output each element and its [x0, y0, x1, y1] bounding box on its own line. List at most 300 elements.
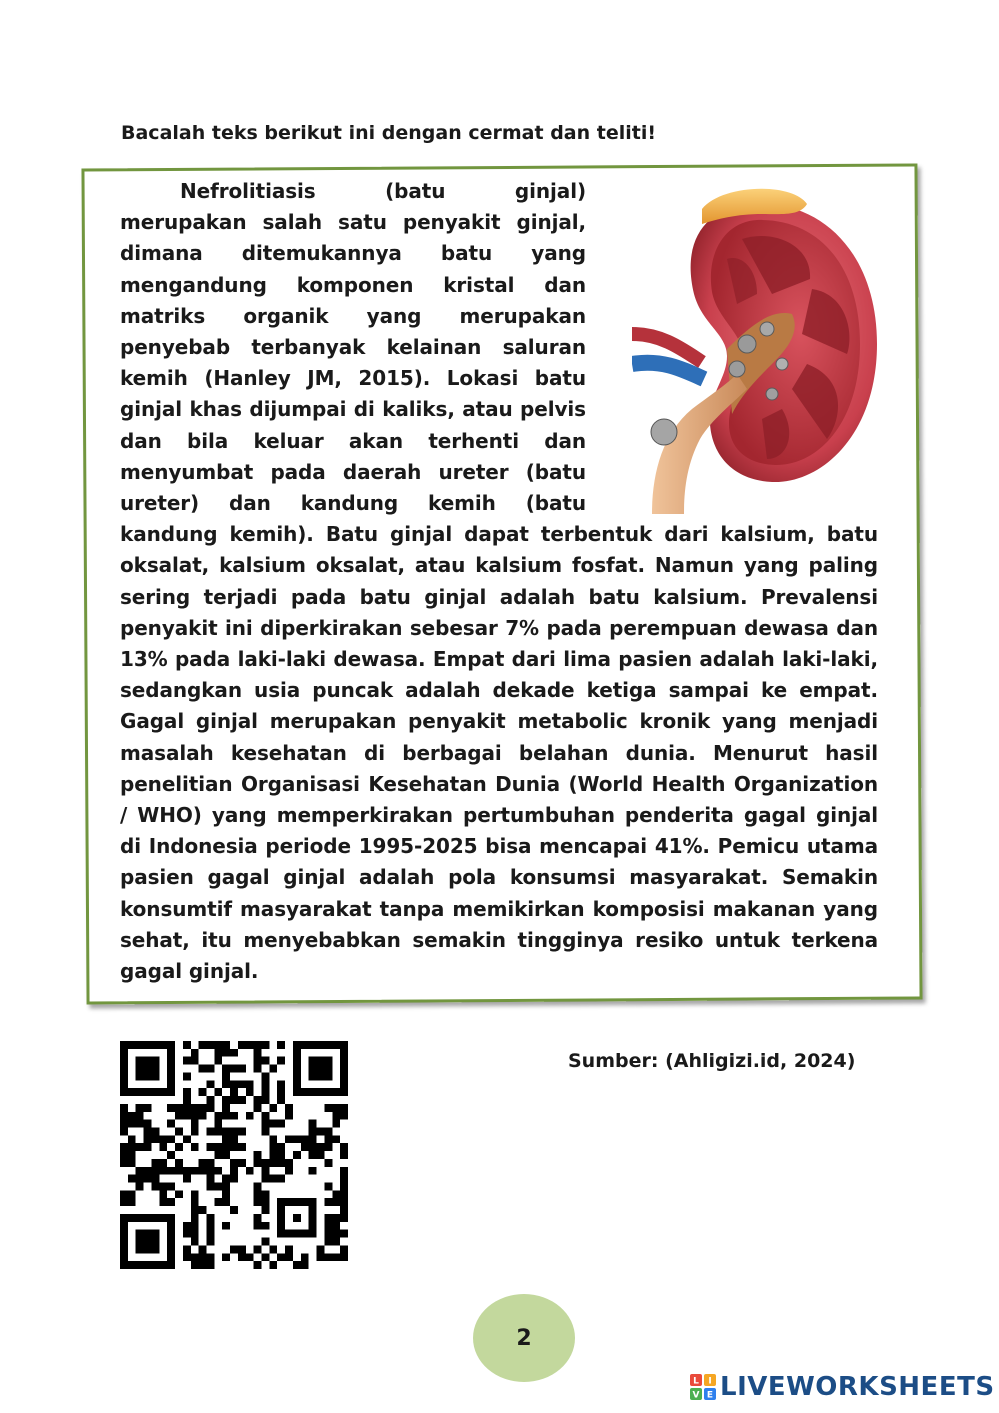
- qr-module: [269, 1261, 277, 1269]
- qr-module: [309, 1143, 317, 1151]
- qr-module: [144, 1120, 152, 1128]
- qr-module: [159, 1198, 167, 1206]
- qr-module: [254, 1245, 262, 1253]
- qr-module: [324, 1127, 332, 1135]
- qr-module: [191, 1120, 199, 1128]
- qr-module: [230, 1143, 238, 1151]
- qr-module: [269, 1135, 277, 1143]
- qr-module: [332, 1112, 340, 1120]
- qr-module: [206, 1096, 214, 1104]
- qr-module: [159, 1183, 167, 1191]
- qr-module: [144, 1104, 152, 1112]
- qr-module: [120, 1151, 128, 1159]
- qr-module: [191, 1127, 199, 1135]
- qr-module: [285, 1253, 293, 1261]
- qr-module: [167, 1120, 175, 1128]
- qr-module: [151, 1167, 159, 1175]
- qr-module: [214, 1143, 222, 1151]
- qr-module: [222, 1135, 230, 1143]
- qr-module: [246, 1080, 254, 1088]
- qr-module: [254, 1261, 262, 1269]
- qr-module: [167, 1135, 175, 1143]
- qr-module: [324, 1253, 332, 1261]
- qr-module: [230, 1206, 238, 1214]
- qr-module: [277, 1159, 285, 1167]
- qr-module: [324, 1135, 332, 1143]
- logo-letter: I: [708, 1376, 712, 1387]
- qr-module: [324, 1198, 332, 1206]
- qr-module: [285, 1245, 293, 1253]
- qr-module: [136, 1183, 144, 1191]
- qr-module: [246, 1088, 254, 1096]
- qr-module: [214, 1183, 222, 1191]
- qr-module: [222, 1041, 230, 1049]
- qr-module: [183, 1135, 191, 1143]
- qr-module: [175, 1159, 183, 1167]
- qr-module: [222, 1080, 230, 1088]
- qr-module: [301, 1135, 309, 1143]
- qr-module: [144, 1167, 152, 1175]
- qr-module: [340, 1104, 348, 1112]
- qr-module: [340, 1183, 348, 1191]
- qr-module: [183, 1175, 191, 1183]
- qr-module: [206, 1104, 214, 1112]
- qr-module: [254, 1222, 262, 1230]
- qr-module: [277, 1041, 285, 1049]
- qr-module: [230, 1135, 238, 1143]
- qr-module: [191, 1112, 199, 1120]
- qr-module: [254, 1159, 262, 1167]
- qr-module: [262, 1057, 270, 1065]
- qr-module: [332, 1214, 340, 1222]
- qr-module: [324, 1159, 332, 1167]
- qr-module: [191, 1190, 199, 1198]
- qr-module: [151, 1183, 159, 1191]
- qr-module: [262, 1222, 270, 1230]
- qr-module: [238, 1041, 246, 1049]
- qr-module: [199, 1041, 207, 1049]
- qr-module: [340, 1206, 348, 1214]
- qr-module: [199, 1088, 207, 1096]
- qr-module: [324, 1214, 332, 1222]
- qr-module: [222, 1198, 230, 1206]
- qr-module: [191, 1143, 199, 1151]
- qr-module: [317, 1151, 325, 1159]
- qr-module: [230, 1096, 238, 1104]
- qr-module: [238, 1253, 246, 1261]
- qr-module: [214, 1088, 222, 1096]
- qr-module: [222, 1151, 230, 1159]
- qr-module: [238, 1245, 246, 1253]
- qr-module: [317, 1143, 325, 1151]
- qr-module: [167, 1104, 175, 1112]
- qr-module: [167, 1198, 175, 1206]
- qr-module: [120, 1104, 128, 1112]
- qr-module: [128, 1112, 136, 1120]
- qr-module: [230, 1080, 238, 1088]
- qr-module: [238, 1096, 246, 1104]
- qr-module: [199, 1245, 207, 1253]
- qr-module: [222, 1222, 230, 1230]
- instruction-text: Bacalah teks berikut ini dengan cermat dan teliti!: [121, 122, 657, 144]
- qr-module: [340, 1175, 348, 1183]
- qr-module: [199, 1104, 207, 1112]
- qr-module: [332, 1253, 340, 1261]
- qr-module: [222, 1096, 230, 1104]
- qr-module: [183, 1096, 191, 1104]
- qr-module: [230, 1065, 238, 1073]
- qr-module: [269, 1120, 277, 1128]
- qr-module: [230, 1049, 238, 1057]
- qr-module: [151, 1127, 159, 1135]
- qr-module: [191, 1214, 199, 1222]
- qr-module: [254, 1041, 262, 1049]
- qr-module: [175, 1190, 183, 1198]
- qr-module: [262, 1096, 270, 1104]
- qr-module: [159, 1143, 167, 1151]
- qr-module: [222, 1049, 230, 1057]
- qr-module: [128, 1151, 136, 1159]
- qr-module: [262, 1206, 270, 1214]
- qr-module: [262, 1238, 270, 1246]
- source-citation: Sumber: (Ahligizi.id, 2024): [568, 1050, 856, 1072]
- qr-module: [262, 1080, 270, 1088]
- qr-module: [309, 1120, 317, 1128]
- qr-module: [269, 1143, 277, 1151]
- qr-module: [332, 1135, 340, 1143]
- liveworksheets-brand: [690, 1372, 995, 1402]
- qr-module: [144, 1127, 152, 1135]
- qr-module: [167, 1151, 175, 1159]
- qr-module: [254, 1214, 262, 1222]
- qr-module: [120, 1198, 128, 1206]
- qr-module: [332, 1222, 340, 1230]
- kidney-illustration: [632, 184, 882, 514]
- qr-module: [175, 1104, 183, 1112]
- qr-module: [120, 1112, 128, 1120]
- qr-module: [262, 1088, 270, 1096]
- qr-module: [285, 1112, 293, 1120]
- qr-module: [183, 1104, 191, 1112]
- qr-module: [277, 1120, 285, 1128]
- qr-module: [159, 1159, 167, 1167]
- qr-module: [340, 1214, 348, 1222]
- qr-module: [206, 1065, 214, 1073]
- qr-module: [246, 1041, 254, 1049]
- qr-module: [222, 1175, 230, 1183]
- qr-module: [309, 1151, 317, 1159]
- qr-module: [128, 1120, 136, 1128]
- qr-module: [136, 1104, 144, 1112]
- qr-module: [214, 1041, 222, 1049]
- qr-module: [191, 1230, 199, 1238]
- qr-module: [183, 1253, 191, 1261]
- qr-module: [199, 1065, 207, 1073]
- qr-module: [262, 1041, 270, 1049]
- qr-module: [332, 1238, 340, 1246]
- qr-module: [254, 1151, 262, 1159]
- qr-module: [277, 1080, 285, 1088]
- qr-module: [151, 1159, 159, 1167]
- qr-module: [183, 1230, 191, 1238]
- qr-module: [340, 1151, 348, 1159]
- qr-module: [277, 1143, 285, 1151]
- qr-module: [206, 1214, 214, 1222]
- qr-module: [144, 1143, 152, 1151]
- qr-module: [191, 1057, 199, 1065]
- qr-module: [191, 1253, 199, 1261]
- qr-module: [332, 1230, 340, 1238]
- qr-module: [214, 1049, 222, 1057]
- qr-module: [262, 1127, 270, 1135]
- qr-module: [183, 1112, 191, 1120]
- qr-module: [238, 1080, 246, 1088]
- qr-module: [183, 1072, 191, 1080]
- qr-module: [277, 1151, 285, 1159]
- qr-module: [324, 1104, 332, 1112]
- qr-module: [324, 1183, 332, 1191]
- qr-module: [151, 1175, 159, 1183]
- qr-module: [191, 1206, 199, 1214]
- qr-module: [175, 1167, 183, 1175]
- qr-module: [206, 1159, 214, 1167]
- qr-module: [340, 1190, 348, 1198]
- qr-module: [159, 1190, 167, 1198]
- qr-module: [175, 1127, 183, 1135]
- qr-module: [277, 1096, 285, 1104]
- qr-module: [230, 1159, 238, 1167]
- qr-module: [222, 1112, 230, 1120]
- qr-module: [183, 1222, 191, 1230]
- qr-module: [214, 1127, 222, 1135]
- qr-module: [136, 1120, 144, 1128]
- qr-module: [206, 1041, 214, 1049]
- qr-module: [285, 1104, 293, 1112]
- qr-module: [199, 1112, 207, 1120]
- liveworksheets-wordmark: LIVEWORKSHEETS: [720, 1372, 995, 1402]
- qr-module: [230, 1175, 238, 1183]
- qr-module: [285, 1167, 293, 1175]
- qr-module: [128, 1159, 136, 1167]
- qr-module: [277, 1057, 285, 1065]
- qr-module: [332, 1198, 340, 1206]
- qr-module: [324, 1238, 332, 1246]
- qr-module: [254, 1198, 262, 1206]
- qr-module: [262, 1198, 270, 1206]
- qr-module: [199, 1159, 207, 1167]
- qr-module: [324, 1143, 332, 1151]
- qr-module: [254, 1057, 262, 1065]
- qr-module: [285, 1159, 293, 1167]
- qr-module: [199, 1253, 207, 1261]
- liveworksheets-logo-icon: [690, 1374, 716, 1400]
- qr-module: [120, 1127, 128, 1135]
- qr-module: [340, 1143, 348, 1151]
- qr-module: [340, 1253, 348, 1261]
- qr-module: [206, 1127, 214, 1135]
- qr-module: [159, 1167, 167, 1175]
- qr-module: [324, 1222, 332, 1230]
- qr-module: [269, 1065, 277, 1073]
- qr-module: [136, 1143, 144, 1151]
- qr-module: [144, 1175, 152, 1183]
- qr-module: [222, 1104, 230, 1112]
- qr-module: [262, 1190, 270, 1198]
- qr-module: [214, 1167, 222, 1175]
- qr-module: [128, 1143, 136, 1151]
- qr-module: [317, 1253, 325, 1261]
- qr-module: [222, 1127, 230, 1135]
- qr-module: [317, 1127, 325, 1135]
- qr-module: [269, 1151, 277, 1159]
- qr-module: [191, 1104, 199, 1112]
- qr-module: [293, 1151, 301, 1159]
- qr-module: [128, 1175, 136, 1183]
- qr-module: [269, 1175, 277, 1183]
- qr-module: [144, 1135, 152, 1143]
- qr-module: [269, 1245, 277, 1253]
- qr-module: [238, 1065, 246, 1073]
- qr-module: [175, 1112, 183, 1120]
- qr-module: [309, 1127, 317, 1135]
- qr-module: [269, 1104, 277, 1112]
- qr-module: [262, 1112, 270, 1120]
- qr-module: [293, 1261, 301, 1269]
- qr-module: [254, 1183, 262, 1191]
- qr-module: [340, 1245, 348, 1253]
- qr-module: [167, 1167, 175, 1175]
- qr-module: [230, 1245, 238, 1253]
- qr-module: [340, 1198, 348, 1206]
- qr-module: [230, 1088, 238, 1096]
- qr-module: [222, 1253, 230, 1261]
- qr-module: [262, 1072, 270, 1080]
- qr-module: [222, 1143, 230, 1151]
- page-number: 2: [516, 1325, 532, 1351]
- qr-module: [151, 1135, 159, 1143]
- qr-module: [332, 1120, 340, 1128]
- logo-letter: V: [692, 1390, 700, 1400]
- qr-module: [206, 1175, 214, 1183]
- qr-module: [183, 1041, 191, 1049]
- qr-module: [262, 1120, 270, 1128]
- qr-module: [136, 1175, 144, 1183]
- qr-module: [183, 1167, 191, 1175]
- qr-module: [238, 1127, 246, 1135]
- qr-module: [246, 1112, 254, 1120]
- qr-module: [183, 1245, 191, 1253]
- qr-module: [206, 1183, 214, 1191]
- qr-module: [230, 1112, 238, 1120]
- page-number-badge: [473, 1294, 575, 1382]
- qr-module: [332, 1104, 340, 1112]
- qr-module: [191, 1049, 199, 1057]
- qr-module: [277, 1175, 285, 1183]
- qr-module: [199, 1206, 207, 1214]
- qr-module: [214, 1198, 222, 1206]
- qr-module: [277, 1088, 285, 1096]
- qr-module: [120, 1159, 128, 1167]
- qr-module: [301, 1143, 309, 1151]
- logo-letter: E: [706, 1390, 714, 1400]
- qr-module: [120, 1143, 128, 1151]
- qr-module: [214, 1151, 222, 1159]
- qr-module: [340, 1167, 348, 1175]
- qr-module: [230, 1167, 238, 1175]
- qr-module: [206, 1222, 214, 1230]
- qr-module: [230, 1127, 238, 1135]
- qr-module: [262, 1159, 270, 1167]
- qr-code[interactable]: [120, 1041, 348, 1269]
- qr-module: [191, 1167, 199, 1175]
- qr-module: [309, 1135, 317, 1143]
- qr-module: [246, 1253, 254, 1261]
- qr-module: [206, 1080, 214, 1088]
- qr-module: [167, 1183, 175, 1191]
- qr-module: [214, 1120, 222, 1128]
- qr-module: [285, 1135, 293, 1143]
- qr-module: [254, 1096, 262, 1104]
- qr-module: [222, 1072, 230, 1080]
- qr-module: [214, 1112, 222, 1120]
- qr-module: [128, 1135, 136, 1143]
- qr-module: [206, 1238, 214, 1246]
- qr-module: [191, 1261, 199, 1269]
- qr-module: [238, 1143, 246, 1151]
- qr-module: [293, 1135, 301, 1143]
- qr-module: [183, 1057, 191, 1065]
- qr-module: [332, 1190, 340, 1198]
- qr-module: [199, 1167, 207, 1175]
- qr-module: [262, 1253, 270, 1261]
- qr-module: [317, 1245, 325, 1253]
- qr-module: [340, 1112, 348, 1120]
- qr-module: [159, 1135, 167, 1143]
- qr-module: [191, 1238, 199, 1246]
- qr-module: [269, 1159, 277, 1167]
- qr-module: [222, 1065, 230, 1073]
- qr-module: [206, 1261, 214, 1269]
- qr-module: [309, 1167, 317, 1175]
- qr-module: [262, 1175, 270, 1183]
- qr-module: [206, 1143, 214, 1151]
- qr-module: [238, 1159, 246, 1167]
- qr-module: [199, 1261, 207, 1269]
- qr-module: [254, 1104, 262, 1112]
- qr-module: [262, 1167, 270, 1175]
- qr-module: [206, 1230, 214, 1238]
- qr-module: [183, 1088, 191, 1096]
- qr-module: [246, 1167, 254, 1175]
- qr-module: [136, 1167, 144, 1175]
- qr-module: [191, 1198, 199, 1206]
- logo-letter: L: [693, 1376, 699, 1387]
- qr-module: [120, 1190, 128, 1198]
- qr-module: [222, 1190, 230, 1198]
- qr-module: [277, 1253, 285, 1261]
- qr-module: [340, 1230, 348, 1238]
- qr-module: [128, 1190, 136, 1198]
- qr-module: [136, 1112, 144, 1120]
- qr-module: [214, 1057, 222, 1065]
- qr-module: [191, 1222, 199, 1230]
- qr-module: [222, 1183, 230, 1191]
- qr-module: [175, 1143, 183, 1151]
- qr-module: [301, 1261, 309, 1269]
- qr-module: [206, 1167, 214, 1175]
- qr-module: [254, 1190, 262, 1198]
- qr-module: [120, 1120, 128, 1128]
